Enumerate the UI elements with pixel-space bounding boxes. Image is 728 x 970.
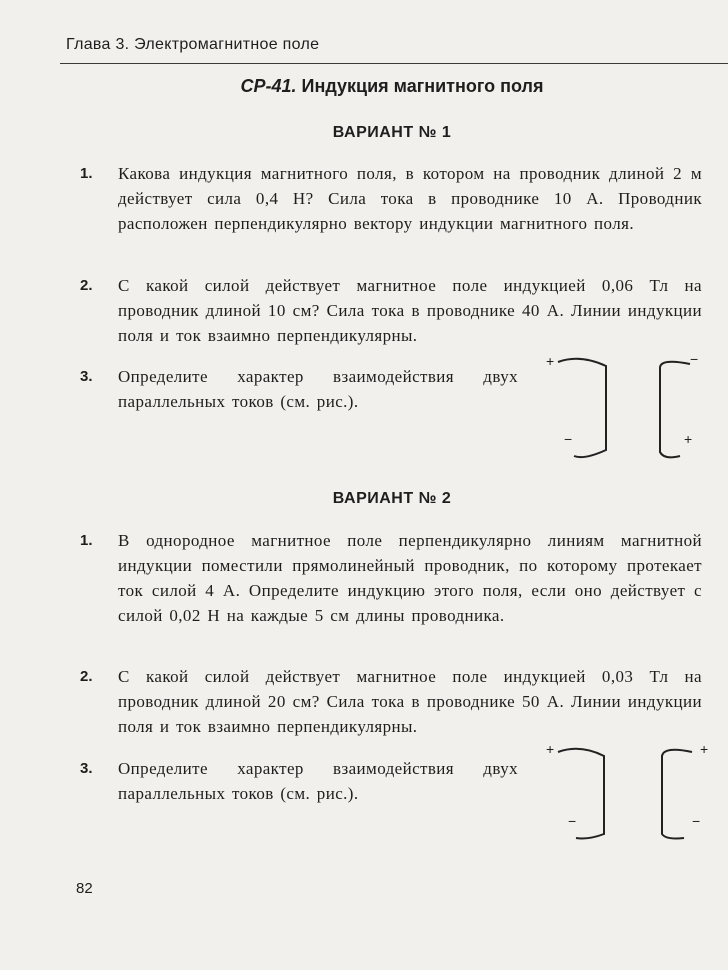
left-top-sign: + xyxy=(546,741,555,757)
right-bottom-sign: − xyxy=(692,813,701,829)
parallel-conductors-diagram xyxy=(540,740,720,856)
variant-2-task-2 xyxy=(80,664,702,739)
right-top-sign: − xyxy=(690,351,699,367)
page-number: 82 xyxy=(76,880,93,897)
task-text: С какой силой действует магнитное поле индукцией 0,03 Тл на проводник длиной 20 см? Сила тока в проводнике 50 А. Линии индукции поля и ток взаимно перпендикулярны. xyxy=(118,667,702,736)
task-number: 3. xyxy=(80,760,93,777)
header-rule xyxy=(60,63,728,64)
worksheet-code: СР-41. xyxy=(240,76,297,96)
task-text: Определите характер взаимодействия двух параллельных токов (см. рис.). xyxy=(118,759,518,803)
right-top-sign: + xyxy=(700,741,709,757)
running-head: Глава 3. Электромагнитное поле xyxy=(66,36,320,53)
task-number: 2. xyxy=(80,668,93,685)
task-text: Определите характер взаимодействия двух параллельных токов (см. рис.). xyxy=(118,367,518,411)
left-top-sign: + xyxy=(546,353,555,369)
right-bottom-sign: + xyxy=(684,431,693,447)
left-bottom-sign: − xyxy=(564,431,573,447)
task-number: 1. xyxy=(80,165,93,182)
variant-1-task-1 xyxy=(80,161,702,236)
variant-1-heading: ВАРИАНТ № 1 xyxy=(332,124,452,141)
left-bottom-sign: − xyxy=(568,813,577,829)
worksheet-title-text: Индукция магнитного поля xyxy=(301,76,544,96)
task-text: Какова индукция магнитного поля, в котором на проводник длиной 2 м действует сила 0,4 Н? Сила тока в проводнике 10 А. Проводник расположен перпендикулярно вектору индукции магнитного поля. xyxy=(118,164,702,233)
variant-2-task-1 xyxy=(80,528,702,628)
parallel-conductors-diagram xyxy=(540,352,720,468)
variant-2-figure-parallel-currents xyxy=(540,740,720,856)
variant-2-heading: ВАРИАНТ № 2 xyxy=(332,490,452,507)
variant-1-task-2 xyxy=(80,273,702,348)
task-number: 3. xyxy=(80,368,93,385)
task-text: С какой силой действует магнитное поле индукцией 0,06 Тл на проводник длиной 10 см? Сила тока в проводнике 40 А. Линии индукции поля и ток взаимно перпендикулярны. xyxy=(118,276,702,345)
worksheet-title xyxy=(0,76,728,97)
task-number: 2. xyxy=(80,277,93,294)
task-text: В однородное магнитное поле перпендикулярно линиям магнитной индукции поместили прямолинейный проводник, по которому протекает ток силой 4 А. Определите индукцию этого поля, если оно действует с силой 0,02 Н на каждые 5 см длины проводника. xyxy=(118,531,702,625)
variant-1-figure-parallel-currents xyxy=(540,352,720,468)
task-number: 1. xyxy=(80,532,93,549)
